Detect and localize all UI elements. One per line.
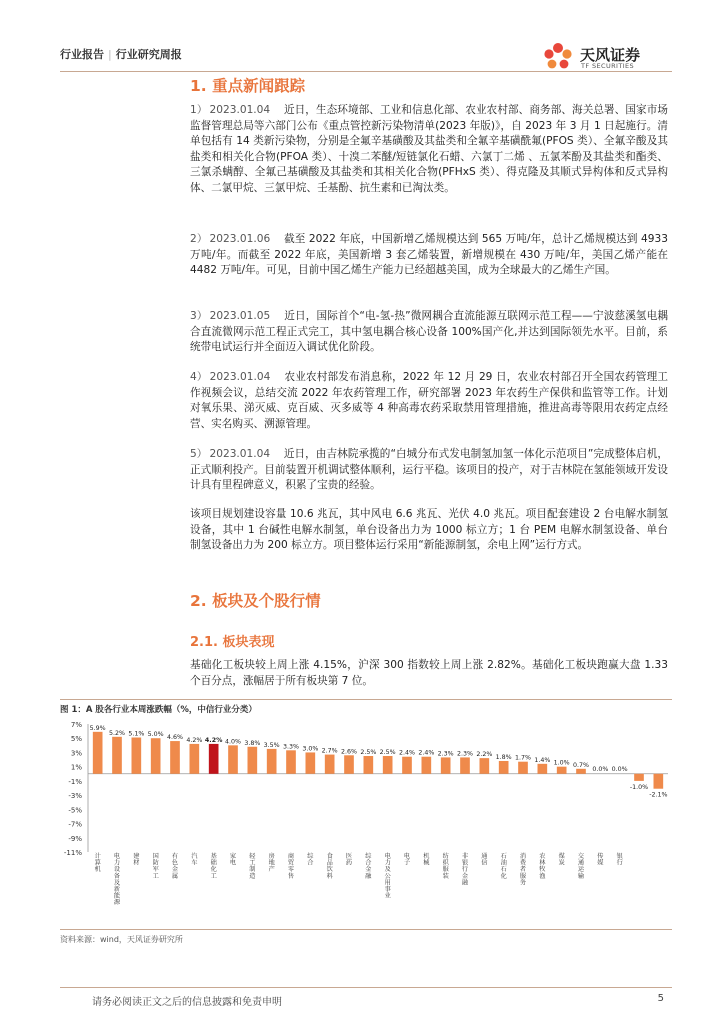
- bar: [306, 752, 316, 773]
- category-label: 交通运输: [577, 853, 585, 880]
- news-item: [190, 309, 668, 356]
- category-label: 有色金属: [171, 853, 179, 880]
- bar-value-label: 1.4%: [534, 756, 551, 764]
- category-label: 轻工制造: [249, 853, 256, 880]
- bar: [364, 756, 374, 774]
- bar-value-label: 2.4%: [418, 749, 435, 757]
- news-item-text: 农业农村部发布消息称，2022 年 12 月 29 日，农业农村部召开全国农药管理工作视频会议，总结交流 2022 年农药管理工作，研究部署 2023 年农药生产保供和监管等工作。计划对氧乐果、涕灭威、克百威、灭多威等 4 种高毒农药采取禁用管理措施，推进高毒等限用农药定点经营、实名购买、溯源管理。: [190, 371, 668, 430]
- bar-value-label: 5.9%: [89, 724, 106, 732]
- bar: [325, 755, 335, 774]
- bar-value-label: 1.0%: [553, 759, 570, 767]
- figure-bottom-rule: [60, 929, 672, 930]
- news-item-number: 5）: [190, 448, 208, 460]
- bar: [170, 741, 180, 774]
- sector-returns-chart: [60, 716, 672, 928]
- category-label: 汽车: [191, 853, 198, 867]
- bar: [286, 750, 296, 773]
- bar: [634, 774, 644, 781]
- bar: [402, 757, 412, 774]
- category-label: 房地产: [268, 853, 275, 874]
- category-label: 通信: [481, 853, 488, 867]
- page-header: [60, 40, 670, 72]
- bar-value-label: 1.7%: [515, 754, 531, 762]
- news-item-date: 2023.01.04: [209, 371, 271, 383]
- footer-divider: [60, 987, 672, 988]
- category-label: 消费者服务: [519, 853, 527, 887]
- category-label: 基础化工: [210, 853, 217, 880]
- news-item: [190, 370, 668, 432]
- bar-value-label: 3.0%: [302, 745, 319, 753]
- category-label: 机械: [423, 853, 430, 867]
- bar: [112, 737, 122, 774]
- bar: [151, 738, 161, 774]
- bar-value-label: 4.0%: [225, 738, 241, 746]
- y-tick-label: 1%: [70, 763, 82, 772]
- brand-name: 天风证券: [580, 46, 641, 64]
- bar-value-label: 2.2%: [476, 751, 493, 759]
- news-item-date: 2023.01.06: [209, 233, 271, 245]
- category-label: 电子: [403, 853, 411, 867]
- category-label: 煤炭: [558, 853, 565, 867]
- category-label: 非银行金融: [461, 853, 469, 887]
- news-item: [190, 103, 668, 197]
- category-label: 传媒: [597, 853, 604, 867]
- y-tick-label: 3%: [70, 749, 82, 758]
- section-title-market: 2. 板块及个股行情: [190, 592, 321, 610]
- bar-value-label: 3.8%: [244, 739, 261, 747]
- news-item-number: 1）: [190, 104, 208, 116]
- report-type: 行业研究周报: [115, 48, 182, 61]
- news-item-number: 3）: [190, 310, 208, 322]
- bar-value-label: -1.0%: [629, 783, 649, 791]
- subsection-title-sector: 2.1. 板块表现: [190, 635, 275, 650]
- bar-value-label: 0.0%: [592, 765, 609, 773]
- y-tick-label: -5%: [68, 806, 82, 815]
- bar-value-label: 2.4%: [399, 749, 415, 757]
- bar: [654, 774, 664, 789]
- category-label: 家电: [229, 853, 237, 867]
- news-item-date: 2023.01.04: [209, 448, 271, 460]
- section-title-news: 1. 重点新闻跟踪: [190, 77, 306, 95]
- header-divider: [60, 71, 672, 72]
- news-item: [190, 447, 668, 494]
- bar: [576, 769, 586, 774]
- bar: [248, 747, 258, 774]
- category-label: 石油石化: [500, 853, 507, 880]
- news-item-text: 近日，生态环境部、工业和信息化部、农业农村部、商务部、海关总署、国家市场监督管理总局等六部门公布《重点管控新污染物清单(2023 年版)》，自 2023 年 3 月 1 日起施行。清单包括有 14 类新污染物，分别是全氟辛基磺酸及其盐类和全氟辛基磺酰氟(PFOS 类）、全氟辛酸及其盐类和相关化合物(PFOA 类）、十溴二苯醚/短链氯化石蜡、六氯丁二烯 、五氯苯酚及其盐类和酯类、三氯杀螨醇、全氟己基磺酸及其盐类和其相关化合物(PFHxS 类）、得克隆及其顺式异构体和反式异构体、二氯甲烷、三氯甲烷、壬基酚、抗生素和已淘汰类。: [190, 104, 668, 194]
- bar: [422, 757, 432, 774]
- y-tick-label: 7%: [70, 721, 82, 729]
- category-label: 农林牧渔: [539, 853, 546, 880]
- flower-logo-icon: [540, 40, 576, 74]
- news-item: [190, 232, 668, 279]
- header-separator: |: [108, 48, 112, 61]
- doc-type-label: [60, 46, 182, 62]
- bar-value-label: 4.2%: [186, 736, 203, 744]
- bar-value-label: 3.5%: [263, 741, 280, 749]
- category-label: 医药: [345, 853, 353, 867]
- bar: [460, 757, 470, 773]
- category-label: 计算机: [94, 853, 101, 874]
- bar-value-label: -2.1%: [649, 791, 668, 799]
- category-label: 建材: [133, 853, 140, 867]
- doc-type: 行业报告: [60, 48, 104, 61]
- bar-value-label: 3.3%: [283, 743, 299, 751]
- category-label: 纺织服装: [442, 853, 449, 880]
- bar: [557, 767, 567, 774]
- bar-value-label: 2.3%: [437, 750, 454, 758]
- bar: [93, 732, 103, 774]
- brand-logo: [540, 40, 670, 74]
- brand-name-en: TF SECURITIES: [581, 62, 635, 70]
- y-tick-label: -1%: [68, 777, 82, 786]
- page-number: 5: [657, 993, 664, 1004]
- bar: [190, 744, 200, 774]
- bar-value-label: 5.1%: [128, 730, 145, 738]
- y-tick-label: -11%: [63, 849, 82, 857]
- news-item-text: 近日，由吉林院承揽的“白城分布式发电制氢加氢一体化示范项目”完成整体启机，正式顺利投产。目前装置开机调试整体顺利，运行平稳。该项目的投产，对于吉林院在氢能领域开发设计具有里程碑意义，积累了宝贵的经验。: [190, 448, 668, 492]
- bar: [344, 755, 354, 773]
- bar: [518, 762, 528, 774]
- news-item-date: 2023.01.04: [209, 104, 271, 116]
- bar-value-label: 0.0%: [611, 765, 628, 773]
- figure-source: 资料来源：wind，天风证券研究所: [60, 935, 183, 944]
- y-tick-label: 5%: [70, 735, 82, 744]
- bar-value-label: 5.2%: [109, 729, 125, 737]
- news-item-date: 2023.01.05: [209, 310, 271, 322]
- news-item-number: 2）: [190, 233, 208, 245]
- y-tick-label: -3%: [68, 792, 82, 801]
- category-label: 食品饮料: [326, 853, 333, 880]
- category-label: 电力设备及新能源: [113, 853, 121, 907]
- bar: [383, 756, 393, 774]
- footer-disclaimer: 请务必阅读正文之后的信息披露和免责申明: [92, 997, 282, 1008]
- bar: [441, 757, 451, 773]
- bar-value-label: 2.5%: [360, 749, 377, 756]
- news-item-number: 4）: [190, 371, 208, 383]
- category-label: 综合金融: [365, 853, 372, 880]
- category-label: 综合: [307, 853, 314, 867]
- bar: [480, 758, 490, 774]
- y-tick-label: -7%: [68, 820, 82, 829]
- bar: [267, 749, 277, 774]
- news-item-text: 近日，国际首个“电-氢-热”微网耦合直流能源互联网示范工程——宁波慈溪氢电耦合直流微网示范工程正式完工，其中氢电耦合核心设备 100%国产化,并达到国际领先水平。目前，系统带电试运行并全面迈入调试优化阶段。: [190, 310, 668, 354]
- figure-top-rule: [60, 699, 672, 700]
- sector-summary: 基础化工板块较上周上涨 4.15%，沪深 300 指数较上周上涨 2.82%。基础化工板块跑赢大盘 1.33 个百分点，涨幅居于所有板块第 7 位。: [190, 659, 668, 687]
- sector-returns-chart-svg: [60, 716, 672, 928]
- bar-value-label: 4.2%: [204, 736, 223, 744]
- category-label: 商贸零售: [287, 853, 295, 880]
- bar-value-label: 5.0%: [147, 731, 164, 739]
- news-extra-paragraph: 该项目规划建设容量 10.6 兆瓦，其中风电 6.6 兆瓦、光伏 4.0 兆瓦。项目配套建设 2 台电解水制氢设备，其中 1 台碱性电解水制氢，单台设备出力为 1000 标立方；1 台 PEM 电解水制氢设备、单台制氢设备出力为 200 标立方。项目整体运行采用“新能源制氢，余电上网”运行方式。: [190, 508, 668, 552]
- bar-value-label: 4.6%: [167, 734, 183, 742]
- bar-value-label: 1.8%: [495, 753, 512, 761]
- bar: [209, 744, 219, 774]
- bar-value-label: 2.6%: [341, 748, 357, 756]
- bar: [132, 738, 142, 774]
- bar-value-label: 0.7%: [573, 761, 589, 769]
- category-label: 银行: [616, 853, 623, 867]
- category-label: 电力及公用事业: [384, 853, 391, 900]
- bar: [538, 764, 548, 774]
- bar-value-label: 2.5%: [379, 749, 396, 756]
- category-label: 国防军工: [152, 853, 159, 880]
- news-item-text: 截至 2022 年底，中国新增乙烯规模达到 565 万吨/年，总计乙烯规模达到 4933 万吨/年。而截至 2022 年底，美国新增 3 套乙烯装置，新增规模在 430 万吨/年，美国乙烯产能在 4482 万吨/年。可见，目前中国乙烯生产能力已经超越美国，成为全球最大的乙烯生产国。: [190, 233, 668, 277]
- y-tick-label: -9%: [68, 834, 82, 843]
- figure-title: 图 1：A 股各行业本周涨跌幅（%，中信行业分类）: [60, 705, 257, 715]
- bar: [499, 761, 509, 774]
- bar: [228, 745, 238, 773]
- bar-value-label: 2.3%: [457, 750, 473, 758]
- bar-value-label: 2.7%: [321, 747, 338, 755]
